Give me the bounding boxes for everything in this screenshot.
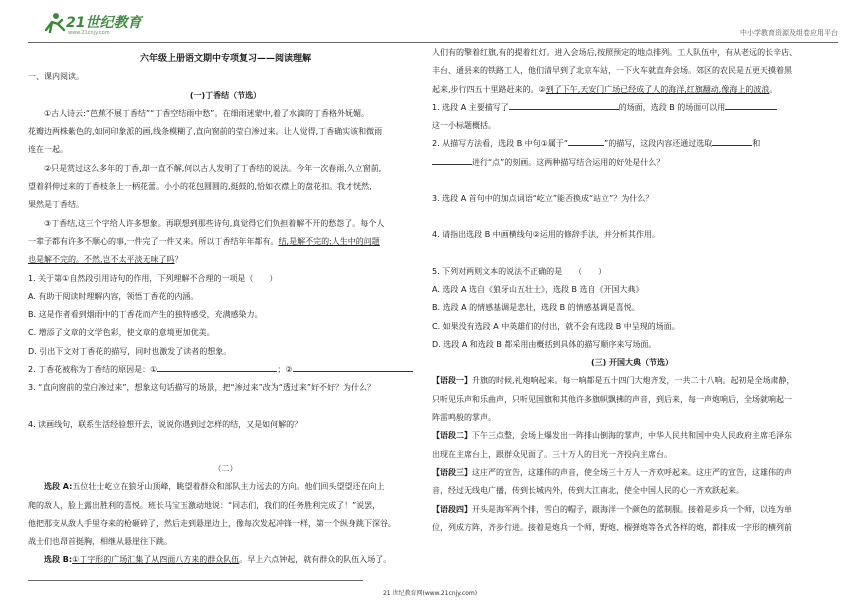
question-text: 1. 选段 A 主要描写了 [432,102,509,112]
text-span: 。 [769,84,778,94]
answer-space[interactable] [432,208,832,226]
question-1: 1. 关于第①自然段引用诗句的作用，下列理解不合理的一项是（ ） [28,273,278,283]
left-column [28,50,423,570]
question-3: 3. “直向窗前的莹白渗过来”，想象这句话描写的场景，把“渗过来”改为“透过来”好不好？为什么？ [28,383,376,393]
passage-label: 选段 A: [44,482,73,492]
footer-divider [28,580,363,581]
section-title: （二） [213,463,238,473]
paragraph-line [28,478,423,496]
question-text: 2. 从描写方法看，选段 B 中句①属于“ [432,139,569,149]
option-a: A. 有助于阅读时理解内容，领悟丁香花的内涵。 [28,291,199,301]
brand-logo [40,10,142,40]
question-2-cont [432,154,832,172]
logo-text: 21世纪教育 [66,15,142,31]
paragraph-line: 丰台、通县来的铁路工人，他们清早到了北京车站，一下火车就直奔会场。郊区的农民是五更天摸着黑 [432,66,792,76]
paragraph-line: 阵雷鸣般的掌声。 [432,413,496,423]
option-a: A. 选段 A 选自《狼牙山五壮士》，选段 B 选自《开国大典》 [432,284,644,294]
question-text: ”的描写，这段内容还通过选取 [604,139,713,149]
option-b: B. 这是作者看到烟雨中的丁香花而产生的独特感受，充满感染力。 [28,310,263,320]
passage-label: 选段 B: [44,555,73,565]
right-column [432,44,832,537]
question-4: 4. 读画线句，联系生活经验想开去，说说你遇到过怎样的结，又是如何解的？ [28,419,303,429]
paragraph-line: 位，列成方阵，齐步行进。接着是炮兵一个师，野炮、榴弹炮等各式各样的炮，都排成一字形的横列前 [432,522,792,532]
answer-blank[interactable] [568,136,604,146]
answer-blank[interactable] [712,136,752,146]
document-title: 六年级上册语文期中专项复习——阅读理解 [139,54,311,64]
paragraph-line: 他把那支从敌人手里夺来的枪砸碎了，然后走到悬崖边上，像每次发起冲锋一样，第一个纵身跳下深谷。 [28,518,396,528]
question-1 [432,99,832,117]
question-text: 2. 丁香花被称为丁香结的原因是：① [28,365,158,375]
underlined-sentence: 到了下午,天安门广场已经成了人的海洋,红旗翻动,像海上的波浪 [545,84,770,94]
option-d: D. 选段 A 和选段 B 都采用由概括到具体的描写顺序来写场面。 [432,339,657,349]
answer-blank[interactable] [509,100,619,110]
paragraph-line [432,464,832,482]
option-b: B. 选段 A 的情感基调是悲壮，选段 B 的情感基调是喜悦。 [432,303,640,313]
question-2 [28,361,423,379]
paragraph-line [28,233,423,251]
question-text: ；② [277,365,293,375]
text-span: 五位壮士屹立在狼牙山顶峰，眺望着群众和部队主力远去的方向。他们回头望望还在向上 [72,482,385,492]
logo-url: www.21cnjy.com [68,30,110,36]
answer-blank[interactable] [293,362,413,372]
paragraph-line: 爬的敌人，脸上露出胜利的喜悦。班长马宝玉激动地说：“同志们，我们的任务胜利完成了！”说罢， [28,500,381,510]
question-text: 和 [752,139,761,149]
paragraph-line [28,251,423,269]
paragraph-line: 果然是丁香结。 [28,200,84,210]
footer-text: 21 世纪教育网(www.21cnjy.com) [382,590,478,597]
part-heading: 一、课内阅读。 [28,72,84,82]
question-2 [432,135,832,153]
answer-blank[interactable] [725,100,777,110]
platform-name: 中小学教育资源及组卷应用平台 [740,29,838,37]
answer-space[interactable] [432,245,832,263]
paragraph-line: ②只是赏过这么多年的丁香,却一直不解,何以古人发明了丁香结的说法。今年一次春雨,久立窗前, [44,163,382,173]
answer-space[interactable] [28,434,423,460]
text-span: 起来,步行四五十里路赶来的。② [432,84,546,94]
paragraph-line [28,551,423,569]
text-span: ？ [174,255,183,265]
text-span: 一辈子都有许多不顺心的事,一件完了一件又来。所以丁香结年年都有。 [28,236,279,246]
question-text: 这一小标题概括。 [432,121,496,131]
paragraph-line [432,501,832,519]
paragraph-line [432,372,832,390]
paragraph-line: 战士们也昂首挺胸，相继从悬崖往下跳。 [28,537,172,547]
option-c: C. 如果没有选段 A 中英雄们的付出，就不会有选段 B 中呈现的场面。 [432,321,680,331]
section-title: (一)丁香结（节选） [189,90,262,100]
passage-label: 【语段一】 [432,376,472,386]
paragraph-line: ①古人诗云:“芭蕉不展丁香结”“丁香空结雨中愁”。在细雨迷蒙中,着了水滴的丁香格外妩媚。 [44,108,369,118]
paragraph-line: 望着斜伸过来的丁香枝条上一柄花蕾。小小的花包圆圆的,挺鼓的,恰如衣襟上的盘花扣。我才恍然, [28,182,372,192]
paragraph-line: 花瓣边两株紫色的,如同印象派的画,线条模糊了,直向窗前的莹白渗过来。让人觉得,丁香确实该和微雨 [28,127,383,137]
text-span: 开头是海军两个排，雪白的帽子，跟海洋一个颜色的蓝制服。接着是步兵一个师，以连为单 [472,504,792,514]
paragraph-line [432,427,832,445]
question-text: 进行“点”的刻画。这两种描写结合运用的好处是什么？ [472,157,665,167]
text-span: 升旗的时候,礼炮响起来。每一响都是五十四门大炮齐发，一共二十八响。起初是全场肃静， [472,376,795,386]
paragraph-line: 出现在主席台上，跟群众见面了。三十万人的目光一齐投向主席台。 [432,449,672,459]
paragraph-line [432,81,832,99]
paragraph-line: 音，经过无线电广播，传到长城内外，传到大江南北，使全中国人民的心一齐欢跃起来。 [432,486,744,496]
paragraph-line: 只听见乐声和乐曲声，只听见国旗和其他许多旗帜飘拂的声音，到后来，每一声炮响后，全场就响起一 [432,394,792,404]
answer-blank[interactable] [432,155,472,165]
paragraph-line: ③丁香结,这三个字给人许多想象。再联想到那些诗句,真觉得它们负担着解不开的愁怨了。每个人 [44,218,385,228]
passage-label: 【语段四】 [432,504,472,514]
answer-space[interactable] [28,398,423,416]
underlined-sentence: ①丁字形的广场汇集了从四面八方来的群众队伍 [72,555,240,565]
answer-space[interactable] [432,172,832,190]
option-d: D. 引出下文对丁香花的描写，同时也激发了读者的想象。 [28,346,232,356]
option-c: C. 增添了文章的文学色彩，使文章的意境更加优美。 [28,328,215,338]
question-5: 5. 下列对两则文本的说法不正确的是 （ ） [432,266,607,276]
text-span: 下午三点整，会场上爆发出一阵排山倒海的掌声，中华人民共和国中央人民政府主席毛泽东 [472,431,792,441]
paragraph-line: 连在一起。 [28,145,68,155]
question-3: 3. 选段 A 首句中的加点词语“屹立”能否换成“站立”？为什么？ [432,194,654,204]
passage-label: 【语段三】 [432,467,472,477]
text-span: 这庄严的宣告，这雄伟的声音，使全场三十万人一齐欢呼起来。这庄严的宣告，这雄伟的声 [472,467,792,477]
question-text: 的场面，选段 B 的场面可以用 [618,102,726,112]
question-4: 4. 请指出选段 B 中画横线句②运用的修辞手法，并分析其作用。 [432,230,660,240]
underlined-sentence: 也是解不完的。不然,岂不太平淡无味了吗 [28,255,175,265]
passage-label: 【语段二】 [432,431,472,441]
paragraph-line: 人们有的擎着红旗,有的提着红灯。进入会场后,按照预定的地点排列。工人队伍中，有从老远的长辛店、 [432,48,798,57]
text-span: 。早上六点钟起，就有群众的队伍入场了。 [239,555,392,565]
section-title: (三) 开国大典（节选） [590,358,674,368]
answer-blank[interactable] [157,362,277,372]
underlined-sentence: 结,是解不完的;人生中的问题 [278,236,380,246]
header-divider [28,42,838,43]
